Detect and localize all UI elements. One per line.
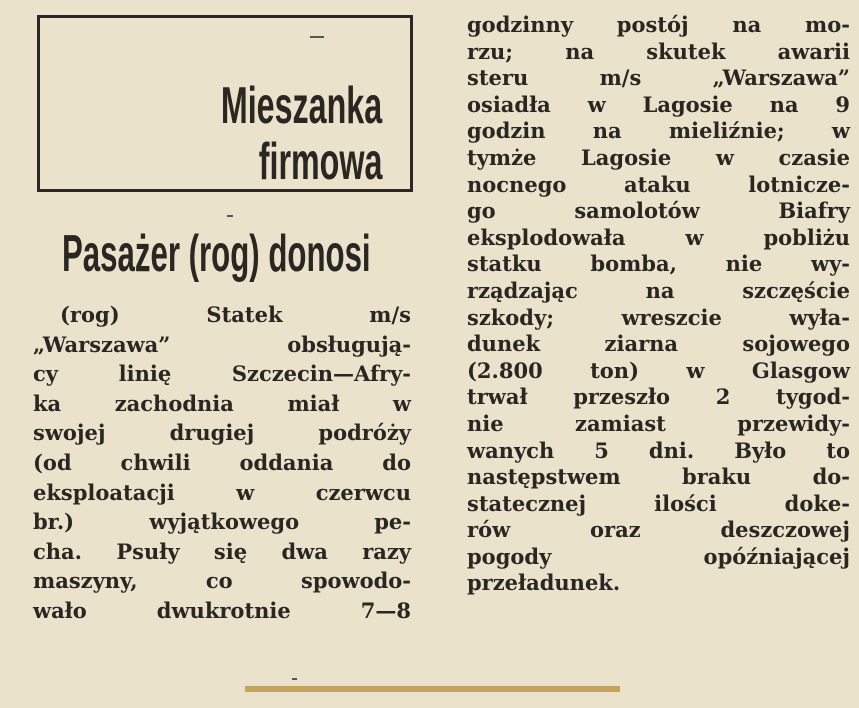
article-body-right-column <box>467 12 850 597</box>
section-title-box <box>37 15 413 192</box>
section-title-line2: firmowa <box>258 133 382 191</box>
text-line: eksploatacji w czerwcu <box>33 479 411 505</box>
text-line: statku bomba, nie wy- <box>467 251 850 277</box>
text-line: rów oraz deszczowej <box>467 517 850 543</box>
text-line: (od chwili oddania do <box>33 449 411 475</box>
divider <box>310 36 324 38</box>
text-line: wanych 5 dni. Było to <box>467 437 850 463</box>
text-line: swojej drugiej podróży <box>33 420 411 446</box>
text-line: godzinny postój na mo- <box>467 12 850 37</box>
bottom-rule <box>245 686 620 692</box>
text-line: rządzając na szczęście <box>467 277 850 303</box>
text-line: eksplodowała w pobliżu <box>467 224 850 250</box>
text-line: następstwem braku do- <box>467 464 850 490</box>
text-line: maszyny, co spowodo- <box>33 568 411 594</box>
text-line: tymże Lagosie w czasie <box>467 144 850 170</box>
text-line: wało dwukrotnie 7—8 <box>33 597 411 623</box>
text-line: dunek ziarna sojowego <box>467 331 850 357</box>
article-headline: Pasażer (rog) donosi <box>62 225 371 283</box>
divider <box>292 678 297 680</box>
text-line: pogody opóźniającej <box>467 543 850 569</box>
text-line: statecznej ilości doke- <box>467 490 850 516</box>
text-line: trwał przeszło 2 tygod- <box>467 384 850 410</box>
text-line: (2.800 ton) w Glasgow <box>467 357 850 383</box>
text-line: przeładunek. <box>467 570 621 596</box>
text-line: go samolotów Biafry <box>467 198 850 224</box>
text-line: cy linię Szczecin—Afry- <box>33 361 411 387</box>
text-line: (rog) Statek m/s <box>60 302 411 327</box>
text-line: ka zachodnia miał w <box>33 390 411 416</box>
text-line: rzu; na skutek awarii <box>467 38 850 64</box>
text-line: „Warszawa” obsługują- <box>33 331 411 357</box>
divider <box>227 215 233 217</box>
text-line: cha. Psuły się dwa razy <box>33 538 411 564</box>
text-line: steru m/s „Warszawa” <box>467 65 850 91</box>
article-body-left-column <box>33 300 411 626</box>
text-line: br.) wyjątkowego pe- <box>33 509 411 535</box>
text-line: osiadła w Lagosie na 9 <box>467 91 850 117</box>
text-line: nocnego ataku lotnicze- <box>467 171 850 197</box>
text-line: szkody; wreszcie wyła- <box>467 304 850 330</box>
text-line: godzin na mieliźnie; w <box>467 118 850 144</box>
section-title-line1: Mieszanka <box>220 77 382 135</box>
text-line: nie zamiast przewidy- <box>467 410 850 436</box>
